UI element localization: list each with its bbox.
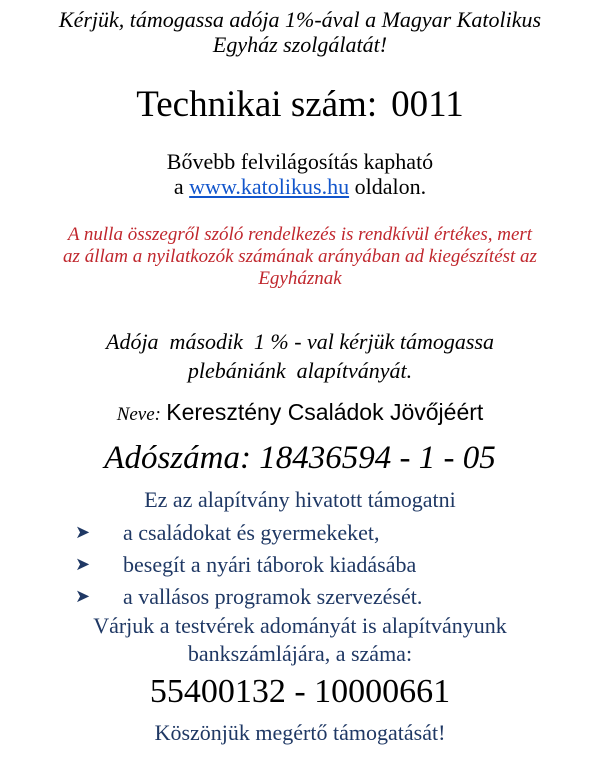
purpose-list-item <box>75 517 555 549</box>
purpose-item-text: a családokat és gyermekeket, <box>123 520 380 545</box>
second-percent-line-1: Adója második 1 % - val kérjük támogassa <box>106 329 494 354</box>
second-percent-request <box>0 328 600 385</box>
intro-text <box>0 8 600 57</box>
technical-number-label: Technikai szám: <box>136 84 378 125</box>
foundation-name-label: Neve: <box>116 404 161 425</box>
purpose-item-text: a vallásos programok szervezését. <box>123 584 423 609</box>
zero-note-line-1: A nulla összegről szóló rendelkezés is rendkívül értékes, mert <box>67 224 533 245</box>
info-text <box>0 150 600 199</box>
technical-number <box>0 84 600 125</box>
intro-line-2: Egyház szolgálatát! <box>212 31 388 57</box>
zero-note-line-3: Egyháznak <box>258 267 342 289</box>
donation-line-1: Várjuk a testvérek adományát is alapítványunk <box>93 613 507 638</box>
info-line-1: Bővebb felvilágosítás kapható <box>166 149 434 174</box>
donation-line-2: bankszámlájára, a száma: <box>187 640 413 666</box>
purpose-intro: Ez az alapítvány hivatott támogatni <box>144 487 456 512</box>
purpose-list <box>75 517 555 613</box>
foundation-name-value: Keresztény Családok Jövőjéért <box>166 399 484 425</box>
arrowhead-bullet-icon: ➤ <box>75 554 91 575</box>
bank-account-number: 55400132 - 10000661 <box>149 673 451 710</box>
foundation-name <box>0 400 600 426</box>
intro-line-1: Kérjük, támogassa adója 1%-ával a Magyar Katolikus <box>58 7 542 32</box>
purpose-list-item <box>75 581 555 613</box>
second-percent-line-2: plebániánk alapítványát. <box>187 357 413 383</box>
katolikus-link[interactable]: www.katolikus.hu <box>189 173 350 199</box>
arrowhead-bullet-icon: ➤ <box>75 522 91 543</box>
arrowhead-bullet-icon: ➤ <box>75 586 91 607</box>
foundation-tax-number: Adószáma: 18436594 - 1 - 05 <box>104 440 496 476</box>
info-line-2 <box>0 175 600 200</box>
info-suffix: oldalon. <box>354 173 427 199</box>
zero-amount-note <box>0 224 600 290</box>
purpose-list-item <box>75 549 555 581</box>
technical-number-value: 0011 <box>391 84 464 125</box>
thank-you-text: Köszönjük megértő támogatását! <box>154 720 446 745</box>
purpose-item-text: besegít a nyári táborok kiadásába <box>123 552 417 577</box>
info-prefix: a <box>173 173 184 199</box>
donation-request <box>0 612 600 667</box>
zero-note-line-2: az állam a nyilatkozók számának arányában ad kiegészítést az <box>63 245 537 267</box>
